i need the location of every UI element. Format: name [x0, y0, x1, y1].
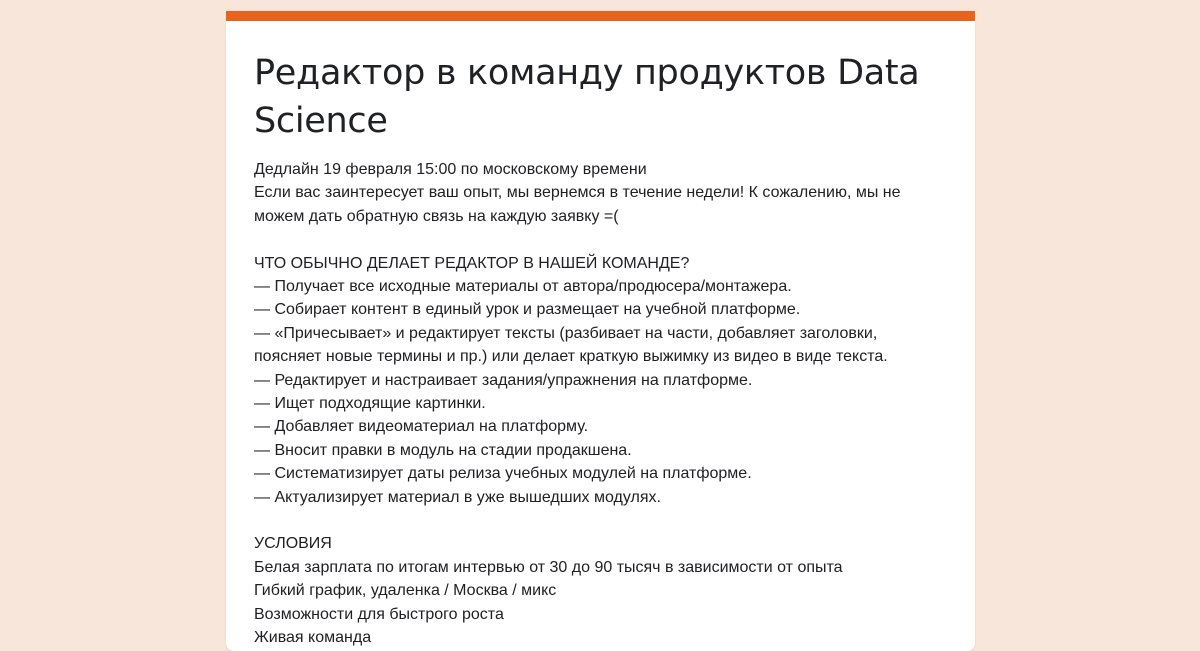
description-line: Возможности для быстрого роста	[254, 605, 504, 623]
description-line: ЧТО ОБЫЧНО ДЕЛАЕТ РЕДАКТОР В НАШЕЙ КОМАНДЕ?	[254, 254, 690, 272]
form-title: Редактор в команду продуктов Data Science	[254, 53, 920, 141]
description-line: УСЛОВИЯ	[254, 535, 332, 553]
form-header-card	[226, 11, 975, 651]
description-line: — Добавляет видеоматериал на платформу.	[254, 418, 589, 436]
description-line: Дедлайн 19 февраля 15:00 по московскому времени	[254, 161, 647, 178]
description-line: — Получает все исходные материалы от автора/продюсера/монтажера.	[254, 278, 792, 296]
description-line: — «Причесывает» и редактирует тексты (разбивает на части, добавляет заголовки,	[254, 324, 878, 342]
description-line: Гибкий график, удаленка / Москва / микс	[254, 582, 557, 600]
description-line: поясняет новые термины и пр.) или делает краткую выжимку из видео в виде текста.	[254, 348, 888, 366]
description-line: Белая зарплата по итогам интервью от 30 до 90 тысяч в зависимости от опыта	[254, 558, 843, 576]
description-line	[254, 509, 947, 532]
form-description	[254, 158, 947, 650]
description-line: — Вносит правки в модуль на стадии продакшена.	[254, 441, 632, 459]
description-line: — Редактирует и настраивает задания/упражнения на платформе.	[254, 371, 753, 389]
description-line: — Актуализирует материал в уже вышедших модулях.	[254, 488, 661, 506]
description-line: — Собирает контент в единый урок и размещает на учебной платформе.	[254, 301, 801, 319]
description-line: Если вас заинтересует ваш опыт, мы вернемся в течение недели! К сожалению, мы не	[254, 184, 901, 202]
accent-bar	[226, 11, 975, 21]
description-line: — Систематизирует даты релиза учебных модулей на платформе.	[254, 465, 752, 483]
description-line: можем дать обратную связь на каждую заявку =(	[254, 207, 619, 225]
description-line: — Ищет подходящие картинки.	[254, 395, 486, 413]
description-line	[254, 228, 947, 251]
description-line: Живая команда	[254, 629, 372, 647]
form-header-body	[226, 21, 975, 650]
